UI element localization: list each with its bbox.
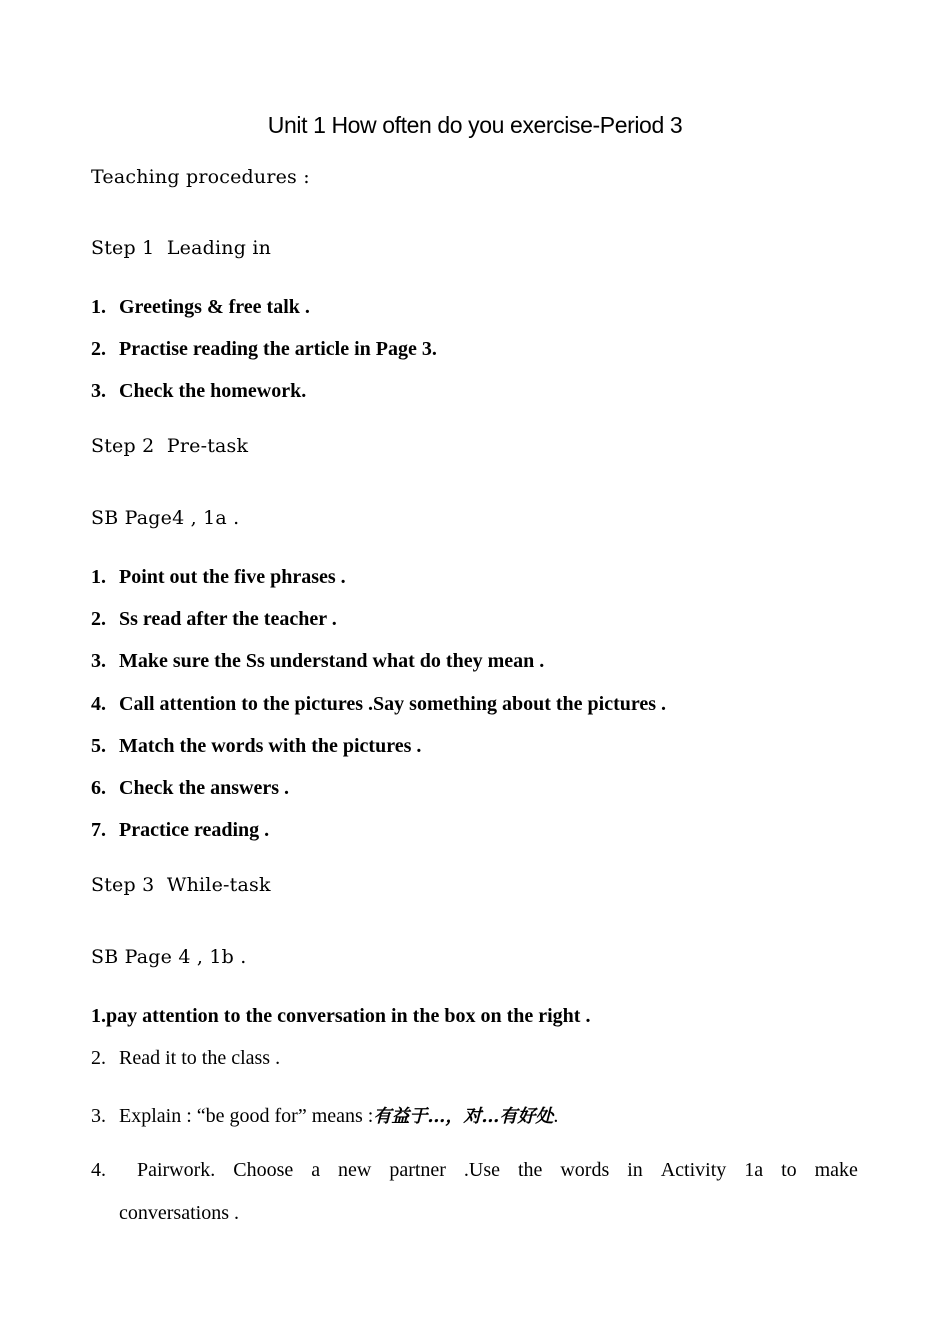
item-number: 2.	[91, 1047, 106, 1069]
item-number: 1.	[91, 566, 106, 588]
word: the	[517, 1159, 543, 1181]
word: partner	[389, 1159, 446, 1181]
item-text: Greetings & free talk .	[119, 296, 310, 318]
item-text: Practise reading the article in Page 3.	[119, 338, 437, 360]
item-number: 4.	[91, 1159, 106, 1181]
item-number: 4.	[91, 693, 106, 715]
word: in	[627, 1159, 643, 1181]
item-number: 3.	[91, 380, 106, 402]
word: Pairwork.	[136, 1159, 216, 1181]
word: make	[814, 1159, 858, 1181]
step3-item-3	[91, 1102, 558, 1128]
item-number: 3.	[91, 650, 106, 672]
step2-item-4	[91, 693, 666, 716]
item-text: Call attention to the pictures .Say something about the pictures .	[119, 693, 667, 715]
chinese-meaning: 有益于…，对…有好处	[373, 1106, 554, 1127]
step2-item-6	[91, 777, 289, 800]
item-number: 1.	[91, 296, 106, 318]
word: .Use	[463, 1159, 501, 1181]
item-text: Check the answers .	[119, 777, 289, 799]
item-number: 3.	[91, 1105, 106, 1127]
word: Activity	[660, 1159, 727, 1181]
item-text: Read it to the class .	[119, 1047, 281, 1069]
word: to	[781, 1159, 797, 1181]
item4-first-line	[91, 1159, 858, 1182]
item-text: Practice reading .	[119, 819, 270, 841]
item-number: 7.	[91, 819, 106, 841]
item-text: Make sure the Ss understand what do they mean .	[119, 650, 545, 672]
item-number: 6.	[91, 777, 106, 799]
step1-item-1	[91, 296, 310, 319]
item-text: Ss read after the teacher .	[119, 608, 337, 630]
item-text: Match the words with the pictures .	[119, 735, 422, 757]
step2-item-1	[91, 566, 346, 589]
step1-heading: Step 1 Leading in	[91, 237, 272, 259]
step2-heading: Step 2 Pre-task	[91, 435, 249, 457]
item-text: Check the homework.	[119, 380, 307, 402]
item4-continuation: conversations .	[119, 1202, 239, 1224]
item-end: .	[553, 1105, 559, 1127]
step2-item-3	[91, 650, 544, 673]
word: new	[338, 1159, 372, 1181]
teaching-procedures-heading: Teaching procedures :	[91, 166, 310, 188]
step3-heading: Step 3 While-task	[91, 874, 271, 896]
step3-item-1: 1.pay attention to the conversation in the box on the right .	[91, 1005, 591, 1027]
page-title: Unit 1 How often do you exercise-Period 3	[267, 112, 683, 138]
step1-item-2	[91, 338, 437, 361]
item-number: 2.	[91, 338, 106, 360]
item-text: Explain : “be good for” means :	[119, 1105, 374, 1127]
step1-item-3	[91, 380, 306, 403]
step3-item-4	[91, 1159, 858, 1182]
step2-sb-reference: SB Page4 , 1a .	[91, 507, 240, 529]
step3-item-2	[91, 1047, 280, 1070]
step2-item-2	[91, 608, 337, 631]
step3-sb-reference: SB Page 4 , 1b .	[91, 946, 247, 968]
item-text: Point out the five phrases .	[119, 566, 346, 588]
item-number: 2.	[91, 608, 106, 630]
step2-item-7	[91, 819, 269, 842]
item-number: 5.	[91, 735, 106, 757]
word: Choose	[233, 1159, 294, 1181]
word: 1a	[744, 1159, 764, 1181]
word: words	[560, 1159, 610, 1181]
step2-item-5	[91, 735, 421, 758]
word: a	[311, 1159, 321, 1181]
